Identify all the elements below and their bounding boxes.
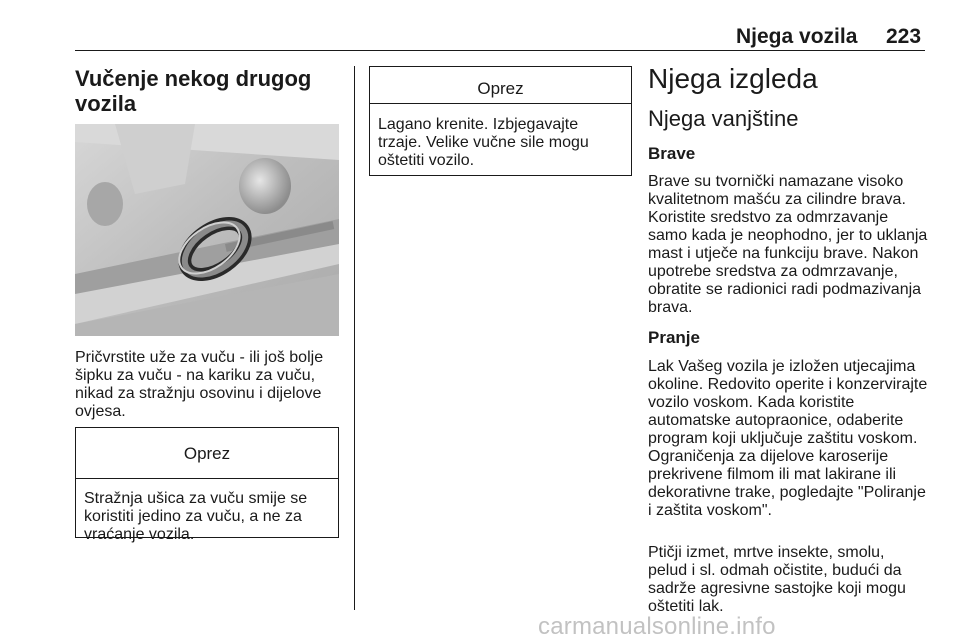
- pranje-text: Lak Vašeg vozila je izložen utjecajima okoline. Redovito operite i konzervirajte vozilo voskom. Kada koristite automatske autopraonice, odaberite program koji uključuje zaštitu voskom. Ograničenja za dijelove karoserije prekrivene filmom ili mat lakirane ili dekorativne trake, pogledajte "Poliranje i zaštita voskom".: [648, 358, 928, 519]
- caution-title: Oprez: [183, 444, 231, 463]
- caution-box-rear-eye: [75, 427, 339, 543]
- pranje-heading: Pranje: [648, 328, 700, 347]
- main-heading: Njega izgleda: [648, 63, 818, 94]
- watermark: carmanualsonline.info: [538, 613, 776, 640]
- towing-instruction: Pričvrstite uže za vuču - ili još bolje šipku za vuču - na kariku za vuču, nikad za stražnju osovinu i dijelove ovjesa.: [75, 349, 324, 420]
- sub-heading: Njega vanjštine: [648, 106, 799, 131]
- caution-box-start-gently: [369, 66, 632, 176]
- page-number: 223: [886, 25, 922, 48]
- section-heading: Vučenje nekog drugog vozila: [75, 66, 312, 116]
- caution-text: Stražnja ušica za vuču smije se koristiti jedino za vuču, a ne za vraćanje vozila.: [84, 490, 308, 543]
- pranje-text-2: Ptičji izmet, mrtve insekte, smolu, pelud i sl. odmah očistite, budući da sadrže agresivne sastojke koji mogu oštetiti lak.: [648, 544, 906, 615]
- brave-heading: Brave: [648, 144, 696, 163]
- column-divider: [354, 66, 355, 610]
- caution-text: Lagano krenite. Izbjegavajte trzaje. Velike vučne sile mogu oštetiti vozilo.: [378, 116, 589, 169]
- brave-text: Brave su tvornički namazane visoko kvalitetnom mašću za cilindre brava. Koristite sredstvo za odmrzavanje samo kada je neophodno, jer to uklanja mast i utječe na funkciju brave. Nakon upotrebe sredstva za odmrzavanje, obratite se radionici radi podmazivanja brava.: [648, 173, 928, 316]
- header-rule: [75, 50, 925, 51]
- caution-rule: [370, 103, 631, 104]
- tow-eye-photo: [75, 124, 339, 336]
- header-title: Njega vozila: [736, 25, 858, 48]
- tow-eye-illustration: [75, 124, 339, 336]
- caution-title: Oprez: [477, 79, 524, 98]
- caution-rule: [76, 478, 338, 479]
